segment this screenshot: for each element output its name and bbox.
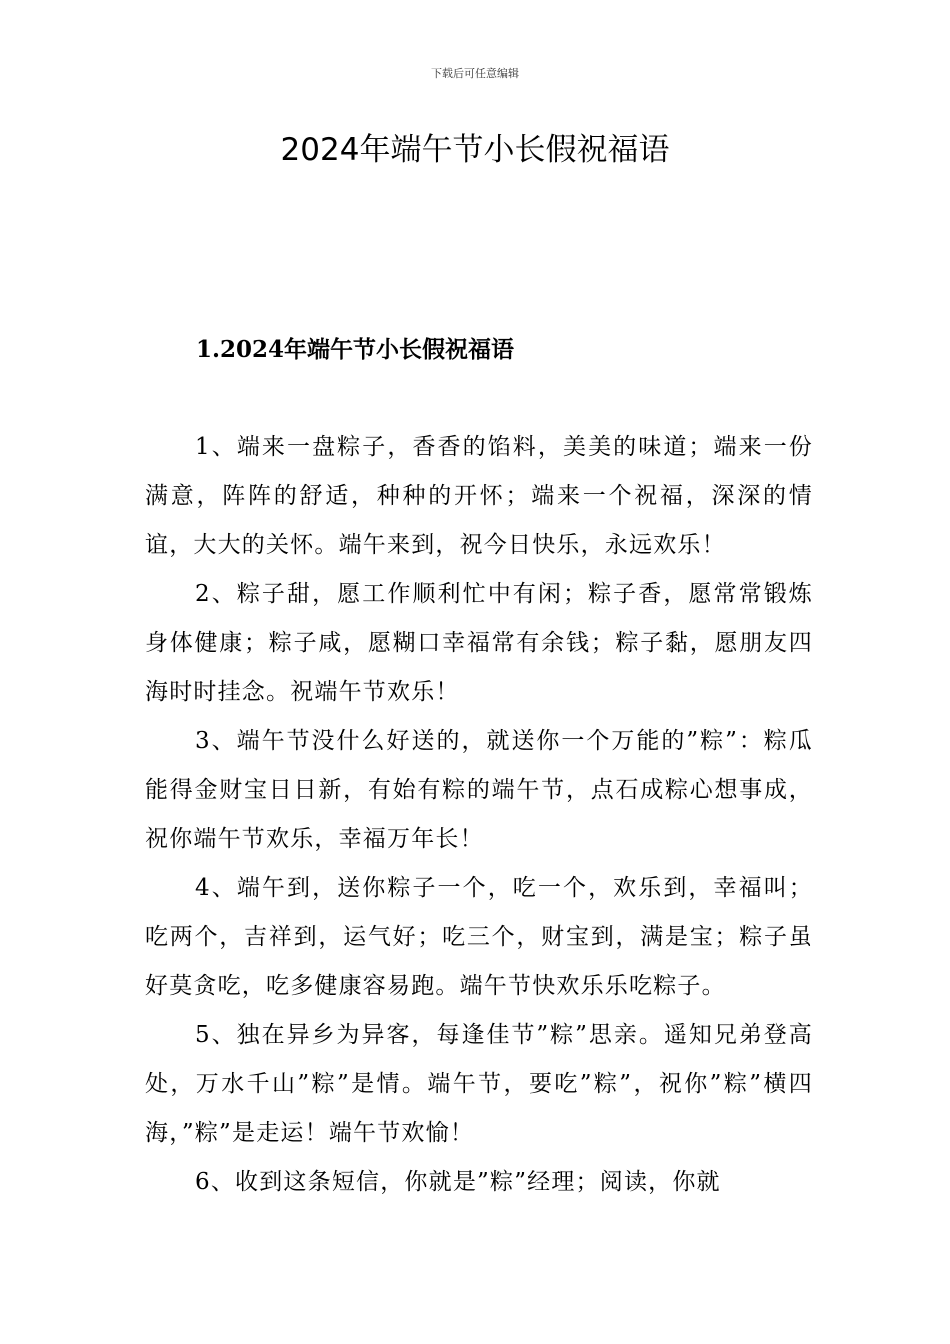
blessing-paragraph-2: 2、粽子甜，愿工作顺利忙中有闲；粽子香，愿常常锻炼身体健康；粽子咸，愿糊口幸福常有余钱；粽子黏，愿朋友四海时时挂念。祝端午节欢乐！	[145, 581, 813, 705]
blessing-paragraph-5: 5、独在异乡为异客，每逢佳节”粽”思亲。遥知兄弟登高处，万水千山”粽”是情。端午节，要吃”粽”，祝你”粽”横四海，”粽”是走运！端午节欢愉！	[145, 1022, 813, 1146]
blessing-list	[145, 423, 813, 1207]
download-note: 下载后可任意编辑	[431, 67, 519, 80]
blessing-paragraph-4: 4、端午到，送你粽子一个，吃一个，欢乐到，幸福叫；吃两个，吉祥到，运气好；吃三个，财宝到，满是宝；粽子虽好莫贪吃，吃多健康容易跑。端午节快欢乐乐吃粽子。	[145, 875, 813, 999]
blessing-paragraph-1: 1、端来一盘粽子，香香的馅料，美美的味道；端来一份满意，阵阵的舒适，种种的开怀；端来一个祝福，深深的情谊，大大的关怀。端午来到，祝今日快乐，永远欢乐！	[145, 434, 813, 558]
blessing-paragraph-6: 6、收到这条短信，你就是”粽”经理；阅读，你就	[195, 1169, 721, 1195]
document-title: 2024年端午节小长假祝福语	[280, 132, 670, 168]
blessing-paragraph-3: 3、端午节没什么好送的，就送你一个万能的”粽”：粽瓜能得金财宝日日新，有始有粽的端午节，点石成粽心想事成，祝你端午节欢乐，幸福万年长！	[145, 728, 813, 852]
section-heading: 1.2024年端午节小长假祝福语	[196, 336, 515, 363]
